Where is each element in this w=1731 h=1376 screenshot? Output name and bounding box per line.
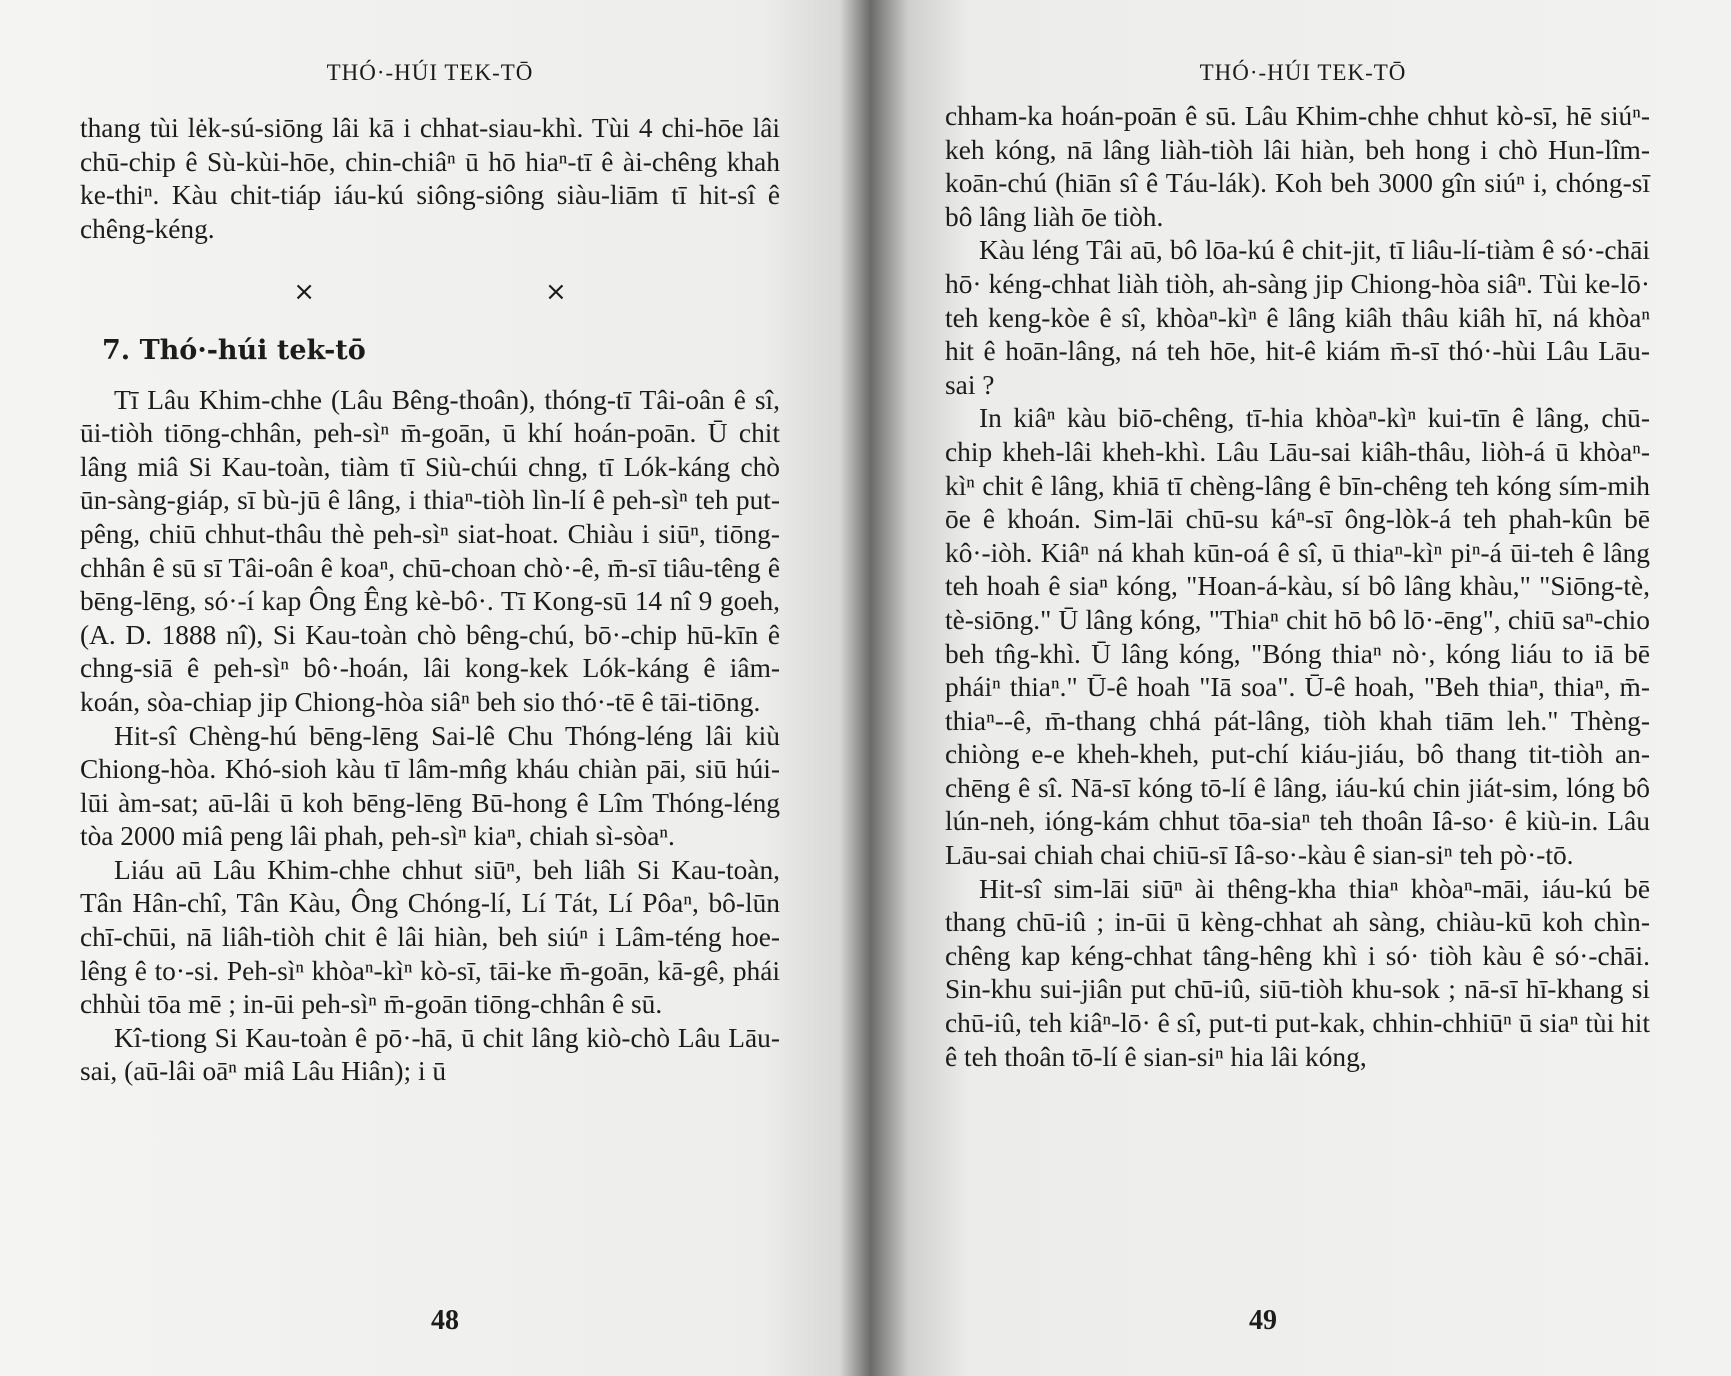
paragraph: thang tùi lėk-sú-siōng lâi kā i chhat-siau-khì. Tùi 4 chi-hōe lâi chū-chip ê Sù-kùi-hōe, chin-chiâⁿ ū hō hiaⁿ-tī ê ài-chêng khah ke-thiⁿ. Kàu chit-tiáp iáu-kú siông-siông siàu-liām tī hit-sî ê chêng-kéng.	[80, 113, 780, 244]
section-heading: 7. Thó·-húi tek-tō	[102, 334, 366, 366]
paragraph: Hit-sî Chèng-hú bēng-lēng Sai-lê Chu Thóng-léng lâi kiù Chiong-hòa. Khó-sioh kàu tī lâm-mn̂g kháu chiàn pāi, siū húi-lūi àm-sat; aū-lâi ū koh bēng-lēng Bū-hong ê Lîm Thóng-léng tòa 2000 miâ peng lâi phah, peh-sìⁿ kiaⁿ, chiah sì-sòaⁿ.	[80, 720, 780, 852]
running-head-left: THÓ·-HÚI TEK-TŌ	[326, 60, 534, 85]
right-page-body	[945, 100, 1650, 1074]
left-page-body	[80, 112, 780, 1089]
paragraph: Hit-sî sim-lāi siūⁿ ài thêng-kha thiaⁿ khòaⁿ-māi, iáu-kú bē thang chū-iû ; in-ūi ū kèng-chhat ah sàng, chiàu-kū koh chìn-chêng kap kéng-chhat tâng-hêng khì i só· tiòh kàu ê só·-chāi. Sin-khu sui-jiân put chū-iû, siū-tiòh khu-sok ; nā-sī hī-khang si chū-iû, teh kiâⁿ-lō· ê sî, put-ti put-kak, chhin-chhiūⁿ ū siaⁿ tùi hit ê teh thoân tō-lí ê sian-siⁿ hia lâi kóng,	[945, 873, 1650, 1072]
running-head-right: THÓ·-HÚI TEK-TŌ	[1199, 60, 1407, 85]
paragraph: chham-ka hoán-poān ê sū. Lâu Khim-chhe chhut kò-sī, hē siúⁿ-keh kóng, nā lâng liàh-tiòh lâi hiàn, beh hong i chò Hun-lîm-koān-chú (hiān sî ê Táu-lák). Koh beh 3000 gîn siúⁿ i, chóng-sī bô lâng liàh ōe tiòh.	[945, 101, 1650, 232]
paragraph: Liáu aū Lâu Khim-chhe chhut siūⁿ, beh liâh Si Kau-toàn, Tân Hân-chî, Tân Kàu, Ông Chóng-lí, Lí Tát, Lí Pôaⁿ, bô-lūn chī-chūi, nā liâh-tiòh chit ê lâi hiàn, beh siúⁿ i Lâm-téng hoe-lêng ê to·-si. Peh-sìⁿ khòaⁿ-kìⁿ kò-sī, tāi-ke m̄-goān, kā-gê, phái chhùi tōa mē ; in-ūi peh-sìⁿ m̄-goān tiōng-chhân ê sū.	[80, 854, 780, 1020]
section-break-marks	[80, 276, 780, 310]
page-number-right: 49	[1249, 1305, 1277, 1336]
section-break-mark: ×	[545, 277, 567, 308]
paragraph: Kî-tiong Si Kau-toàn ê pō·-hā, ū chit lâng kiò-chò Lâu Lāu-sai, (aū-lâi oāⁿ miâ Lâu Hiân); i ū	[80, 1022, 780, 1087]
paragraph: Kàu léng Tâi aū, bô lōa-kú ê chit-jit, tī liâu-lí-tiàm ê só·-chāi hō· kéng-chhat liàh tiòh, ah-sàng jip Chiong-hòa siâⁿ. Tùi ke-lō· teh keng-kòe ê sî, khòaⁿ-kìⁿ ê lâng kiâh thâu kiâh hī, ná khòaⁿ hit ê hoān-lâng, ná teh hōe, hit-ê kiám m̄-sī thó·-hùi Lâu Lāu-sai ?	[945, 235, 1650, 400]
right-page	[875, 0, 1731, 1376]
paragraph: In kiâⁿ kàu biō-chêng, tī-hia khòaⁿ-kìⁿ kui-tīn ê lâng, chū-chip kheh-lâi kheh-khì. Lâu Lāu-sai kiâh-thâu, liòh-á ū khòaⁿ-kìⁿ chit ê lâng, khiā tī chèng-lâng ê bīn-chêng teh kóng sím-mih ōe ê khoán. Sim-lāi chū-su káⁿ-sī ông-lòk-á teh phah-kûn bē kô·-iòh. Kiâⁿ ná khah kūn-oá ê sî, ū thiaⁿ-kìⁿ piⁿ-á ūi-teh ê lâng teh hoah ê siaⁿ kóng, "Hoan-á-kàu, sí bô lâng khàu," "Siōng-tè, tè-siōng." Ū lâng kóng, "Thiaⁿ chit hō bô lō·-ēng", chiū saⁿ-chio beh tn̂g-khì. Ū lâng kóng, "Bóng thiaⁿ nò·, kóng liáu to iā bē pháiⁿ thiaⁿ." Ū-ê hoah "Iā soa". Ū-ê hoah, "Beh thiaⁿ, thiaⁿ, m̄-thiaⁿ--ê, m̄-thang chhá pát-lâng, tiòh khah tiām leh." Thèng-chiòng e-e kheh-kheh, put-chí kiáu-jiáu, bô thang tit-tiòh an-chēng ê sî. Nā-sī kóng tō-lí ê lâng, iáu-kú chin jiát-sim, lóng bô lún-neh, ióng-kám chhut tōa-siaⁿ teh thoân Iâ-so· ê kiù-in. Lâu Lāu-sai chiah chai chiū-sī Iâ-so·-kàu ê sian-siⁿ teh pò·-tō.	[945, 403, 1650, 871]
paragraph: Tī Lâu Khim-chhe (Lâu Bêng-thoân), thóng-tī Tâi-oân ê sî, ūi-tiòh tiōng-chhân, peh-sìⁿ m̄-goān, ū khí hoán-poān. Ū chit lâng miâ Si Kau-toàn, tiàm tī Siù-chúi chng, tī Lók-káng chò ūn-sàng-giáp, sī bù-jū ê lâng, i thiaⁿ-tiòh lìn-lí ê peh-sìⁿ teh put-pêng, chiū chhut-thâu thè peh-sìⁿ siat-hoat. Chiàu i siūⁿ, tiōng-chhân ê sū sī Tâi-oân ê koaⁿ, chū-choan chò·-ê, m̄-sī tiâu-têng ê bēng-lēng, só·-í kap Ông Êng kè-bô·. Tī Kong-sū 14 nî 9 goeh, (A. D. 1888 nî), Si Kau-toàn chò bêng-chú, bō·-chip hū-kīn ê chng-siā ê peh-sìⁿ bô·-hoán, lâi kong-kek Lók-káng ê iâm-koán, sòa-chiap jip Chiong-hòa siâⁿ beh sio thó·-tē ê tāi-tiōng.	[80, 384, 780, 717]
left-page	[0, 0, 860, 1376]
page-number-left: 48	[431, 1305, 459, 1336]
section-break-mark: ×	[293, 277, 315, 308]
